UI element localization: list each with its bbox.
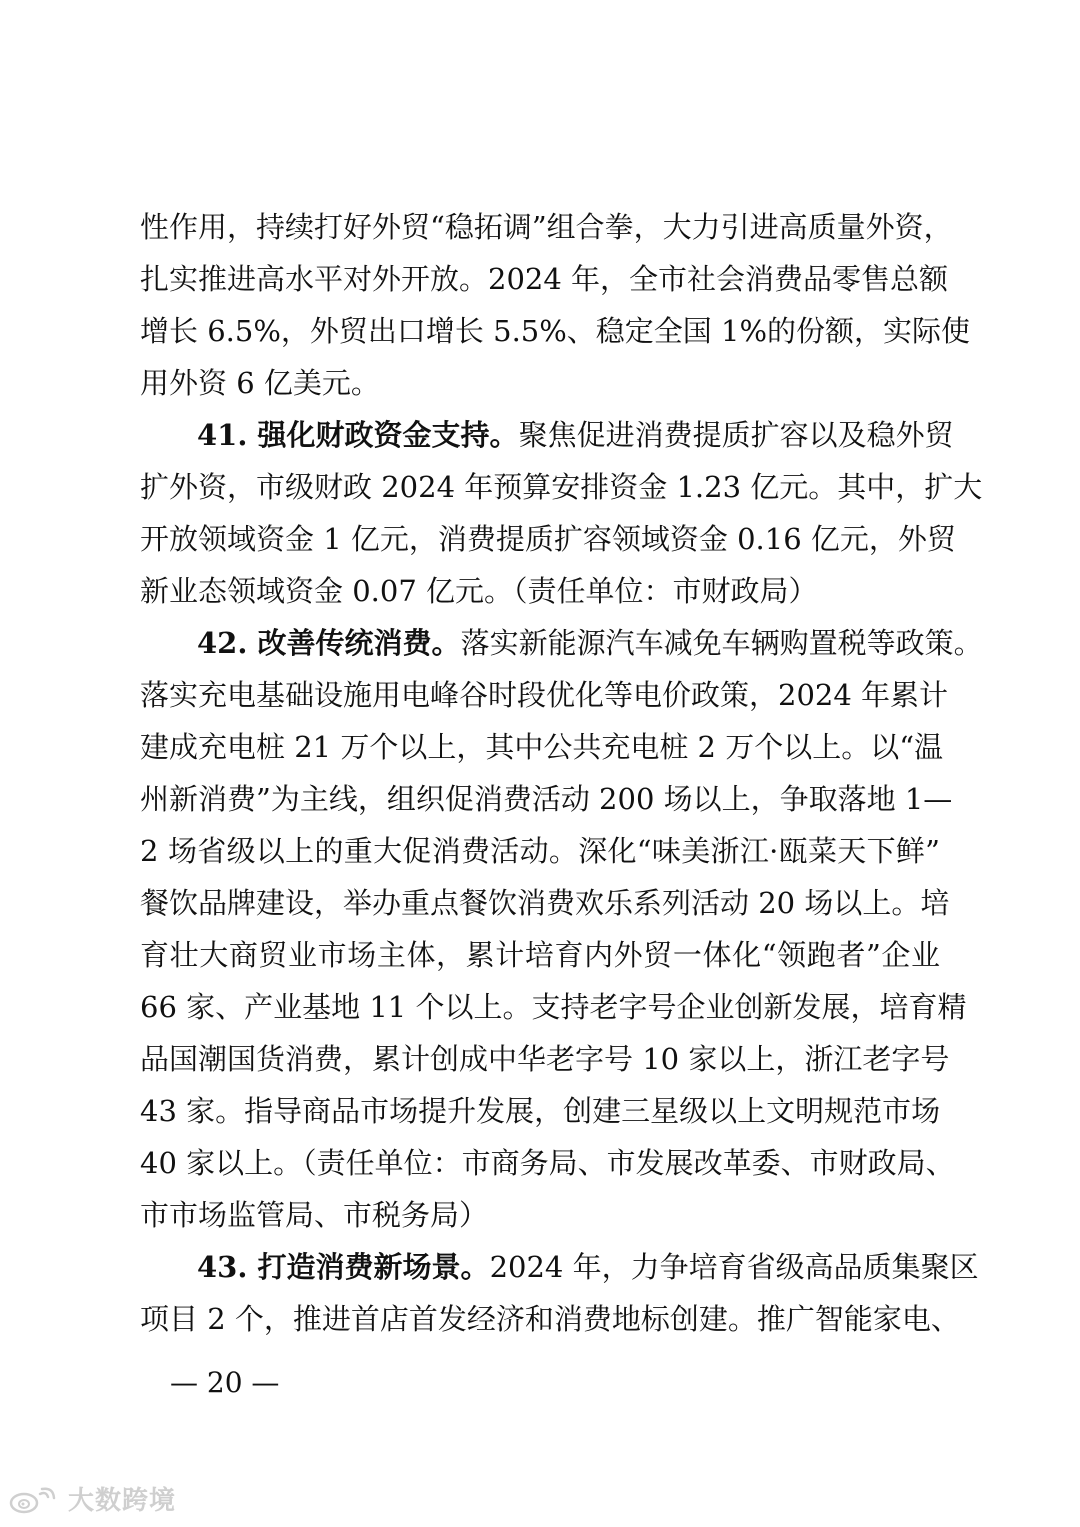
- paragraph-line: [140, 311, 971, 351]
- page-number: — 20 —: [170, 1366, 280, 1399]
- line-text: 2024 年，力争培育省级高品质集聚区: [489, 1250, 979, 1284]
- line-text: 育壮大商贸业市场主体，累计培育内外贸一体化“领跑者”企业: [140, 938, 940, 972]
- line-text: 市市场监管局、市税务局）: [140, 1198, 489, 1232]
- section-42-first-line: [197, 623, 983, 663]
- line-text: 建成充电桩 21 万个以上，其中公共充电桩 2 万个以上。以“温: [140, 730, 944, 764]
- weibo-logo-icon: [8, 1485, 62, 1515]
- paragraph-line: [140, 1299, 960, 1339]
- line-text: 40 家以上。（责任单位：市商务局、市发展改革委、市财政局、: [140, 1146, 955, 1180]
- paragraph-line: [140, 727, 944, 767]
- line-text: 聚焦促进消费提质扩容以及稳外贸: [518, 418, 954, 452]
- paragraph-line: [140, 987, 967, 1027]
- paragraph-line: [140, 519, 956, 559]
- watermark: [8, 1482, 176, 1518]
- section-heading: 41. 强化财政资金支持。: [197, 418, 519, 452]
- paragraph-line: [140, 883, 950, 923]
- line-text: 落实新能源汽车减免车辆购置税等政策。: [460, 626, 983, 660]
- section-41-first-line: [197, 415, 954, 455]
- line-text: 餐饮品牌建设，举办重点餐饮消费欢乐系列活动 20 场以上。培: [140, 886, 950, 920]
- section-heading: 42. 改善传统消费。: [197, 626, 461, 660]
- section-heading: 43. 打造消费新场景。: [197, 1250, 490, 1284]
- line-text: 43 家。指导商品市场提升发展，创建三星级以上文明规范市场: [140, 1094, 941, 1128]
- paragraph-line: [140, 831, 940, 871]
- paragraph-line: [140, 259, 949, 299]
- line-text: 用外资 6 亿美元。: [140, 366, 380, 400]
- paragraph-line: [140, 1091, 940, 1131]
- line-text: 州新消费”为主线，组织促消费活动 200 场以上，争取落地 1—: [140, 782, 953, 816]
- line-text: 66 家、产业基地 11 个以上。支持老字号企业创新发展，培育精: [140, 990, 967, 1024]
- line-text: 扎实推进高水平对外开放。2024 年，全市社会消费品零售总额: [140, 262, 949, 296]
- paragraph-line: [140, 1039, 950, 1079]
- line-text: 新业态领域资金 0.07 亿元。（责任单位：市财政局）: [140, 574, 818, 608]
- paragraph-line: [140, 1195, 940, 1235]
- line-text: 落实充电基础设施用电峰谷时段优化等电价政策，2024 年累计: [140, 678, 949, 712]
- paragraph-line: [140, 935, 940, 975]
- paragraph-line: [140, 675, 949, 715]
- paragraph-line: [140, 363, 940, 403]
- paragraph-line: [140, 467, 983, 507]
- line-text: 项目 2 个，推进首店首发经济和消费地标创建。推广智能家电、: [140, 1302, 960, 1336]
- line-text: 扩外资，市级财政 2024 年预算安排资金 1.23 亿元。其中，扩大: [140, 470, 983, 504]
- paragraph-line: [140, 207, 953, 247]
- paragraph-line: [140, 571, 940, 611]
- paragraph-line: [140, 1143, 955, 1183]
- line-text: 品国潮国货消费，累计创成中华老字号 10 家以上，浙江老字号: [140, 1042, 950, 1076]
- line-text: 2 场省级以上的重大促消费活动。深化“味美浙江·瓯菜天下鲜”: [140, 834, 940, 868]
- line-text: 增长 6.5%，外贸出口增长 5.5%、稳定全国 1%的份额，实际使: [140, 314, 971, 348]
- paragraph-line: [140, 779, 953, 819]
- line-text: 性作用，持续打好外贸“稳拓调”组合拳，大力引进高质量外资，: [140, 210, 953, 244]
- watermark-text: 大数跨境: [68, 1485, 177, 1515]
- line-text: 开放领域资金 1 亿元，消费提质扩容领域资金 0.16 亿元，外贸: [140, 522, 956, 556]
- section-43-first-line: [197, 1247, 979, 1287]
